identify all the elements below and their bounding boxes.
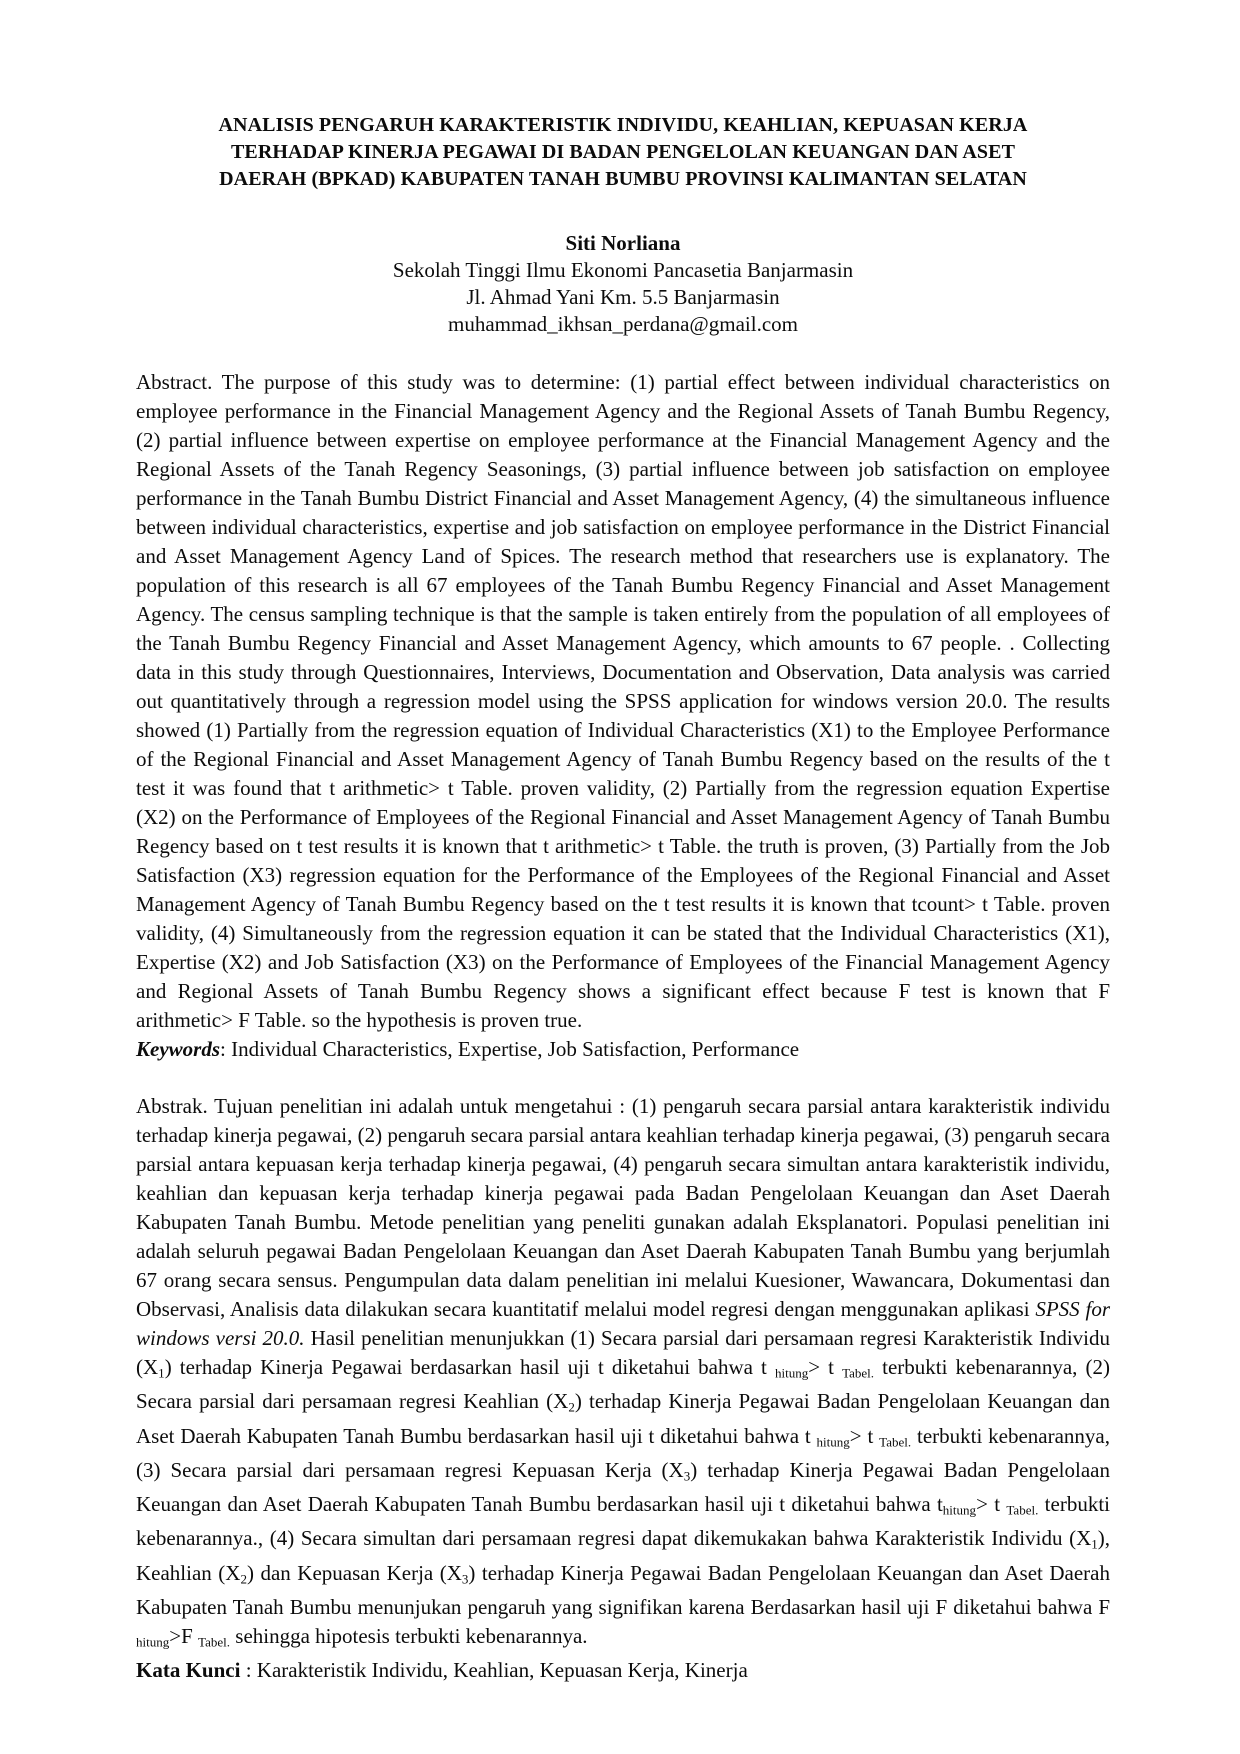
paper-title [136, 112, 1110, 193]
keywords-line: Keywords: Individual Characteristics, Expertise, Job Satisfaction, Performance [136, 1037, 800, 1061]
byline-block [136, 230, 1110, 338]
title-line-1: ANALISIS PENGARUH KARAKTERISTIK INDIVIDU, KEAHLIAN, KEPUASAN KERJA [218, 114, 1028, 136]
abstract-indonesian: Abstrak. Tujuan penelitian ini adalah untuk mengetahui : (1) pengaruh secara parsial antara karakteristik individu terhadap kinerja pegawai, (2) pengaruh secara parsial antara keahlian terhadap kinerja pegawai, (3) pengaruh secara parsial antara kepuasan kerja terhadap kinerja pegawai, (4) pengaruh secara simultan antara karakteristik individu, keahlian dan kepuasan kerja terhadap kinerja pegawai pada Badan Pengelolaan Keuangan dan Aset Daerah Kabupaten Tanah Bumbu. Metode penelitian yang peneliti gunakan adalah Eksplanatori. Populasi penelitian ini adalah seluruh pegawai Badan Pengelolaan Keuangan dan Aset Daerah Kabupaten Tanah Bumbu yang berjumlah 67 orang secara sensus. Pengumpulan data dalam penelitian ini melalui Kuesioner, Wawancara, Dokumentasi dan Observasi, Analisis data dilakukan secara kuantitatif melalui model regresi dengan menggunakan aplikasi SPSS for windows versi 20.0. Hasil penelitian menunjukkan (1) Secara parsial dari persamaan regresi Karakteristik Individu (X1) terhadap Kinerja Pegawai berdasarkan hasil uji t diketahui bahwa t hitung> t Tabel. terbukti kebenarannya, (2) Secara parsial dari persamaan regresi Keahlian (X2) terhadap Kinerja Pegawai Badan Pengelolaan Keuangan dan Aset Daerah Kabupaten Tanah Bumbu berdasarkan hasil uji t diketahui bahwa t hitung> t Tabel. terbukti kebenarannya, (3) Secara parsial dari persamaan regresi Kepuasan Kerja (X3) terhadap Kinerja Pegawai Badan Pengelolaan Keuangan dan Aset Daerah Kabupaten Tanah Bumbu berdasarkan hasil uji t diketahui bahwa thitung> t Tabel. terbukti kebenarannya., (4) Secara simultan dari persamaan regresi dapat dikemukakan bahwa Karakteristik Individu (X1), Keahlian (X2) dan Kepuasan Kerja (X3) terhadap Kinerja Pegawai Badan Pengelolaan Keuangan dan Aset Daerah Kabupaten Tanah Bumbu menunjukan pengaruh yang signifikan karena Berdasarkan hasil uji F diketahui bahwa F hitung>F Tabel. sehingga hipotesis terbukti kebenarannya. [136, 1094, 1110, 1649]
title-line-3: DAERAH (BPKAD) KABUPATEN TANAH BUMBU PROVINSI KALIMANTAN SELATAN [219, 168, 1027, 190]
affiliation: Sekolah Tinggi Ilmu Ekonomi Pancasetia Banjarmasin [392, 258, 854, 282]
kata-kunci-line: Kata Kunci : Karakteristik Individu, Keahlian, Kepuasan Kerja, Kinerja [136, 1658, 748, 1682]
address: Jl. Ahmad Yani Km. 5.5 Banjarmasin [466, 285, 780, 309]
title-line-2: TERHADAP KINERJA PEGAWAI DI BADAN PENGELOLAN KEUANGAN DAN ASET [230, 141, 1016, 163]
author-name: Siti Norliana [565, 231, 681, 255]
abstract-english: Abstract. The purpose of this study was to determine: (1) partial effect between individual characteristics on employee performance in the Financial Management Agency and the Regional Assets of Tanah Bumbu Regency, (2) partial influence between expertise on employee performance at the Financial Management Agency and the Regional Assets of the Tanah Regency Seasonings, (3) partial influence between job satisfaction on employee performance in the Tanah Bumbu District Financial and Asset Management Agency, (4) the simultaneous influence between individual characteristics, expertise and job satisfaction on employee performance in the District Financial and Asset Management Agency Land of Spices. The research method that researchers use is explanatory. The population of this research is all 67 employees of the Tanah Bumbu Regency Financial and Asset Management Agency. The census sampling technique is that the sample is taken entirely from the population of all employees of the Tanah Bumbu Regency Financial and Asset Management Agency, which amounts to 67 people. . Collecting data in this study through Questionnaires, Interviews, Documentation and Observation, Data analysis was carried out quantitatively through a regression model using the SPSS application for windows version 20.0. The results showed (1) Partially from the regression equation of Individual Characteristics (X1) to the Employee Performance of the Regional Financial and Asset Management Agency of Tanah Bumbu Regency based on the results of the t test it was found that t arithmetic> t Table. proven validity, (2) Partially from the regression equation Expertise (X2) on the Performance of Employees of the Regional Financial and Asset Management Agency of Tanah Bumbu Regency based on t test results it is known that t arithmetic> t Table. the truth is proven, (3) Partially from the Job Satisfaction (X3) regression equation for the Performance of the Employees of the Regional Financial and Asset Management Agency of Tanah Bumbu Regency based on the t test results it is known that tcount> t Table. proven validity, (4) Simultaneously from the regression equation it can be stated that the Individual Characteristics (X1), Expertise (X2) and Job Satisfaction (X3) on the Performance of Employees of the Financial Management Agency and Regional Assets of Tanah Bumbu Regency shows a significant effect because F test is known that F arithmetic> F Table. so the hypothesis is proven true. [136, 370, 1110, 1032]
email: muhammad_ikhsan_perdana@gmail.com [448, 312, 798, 336]
